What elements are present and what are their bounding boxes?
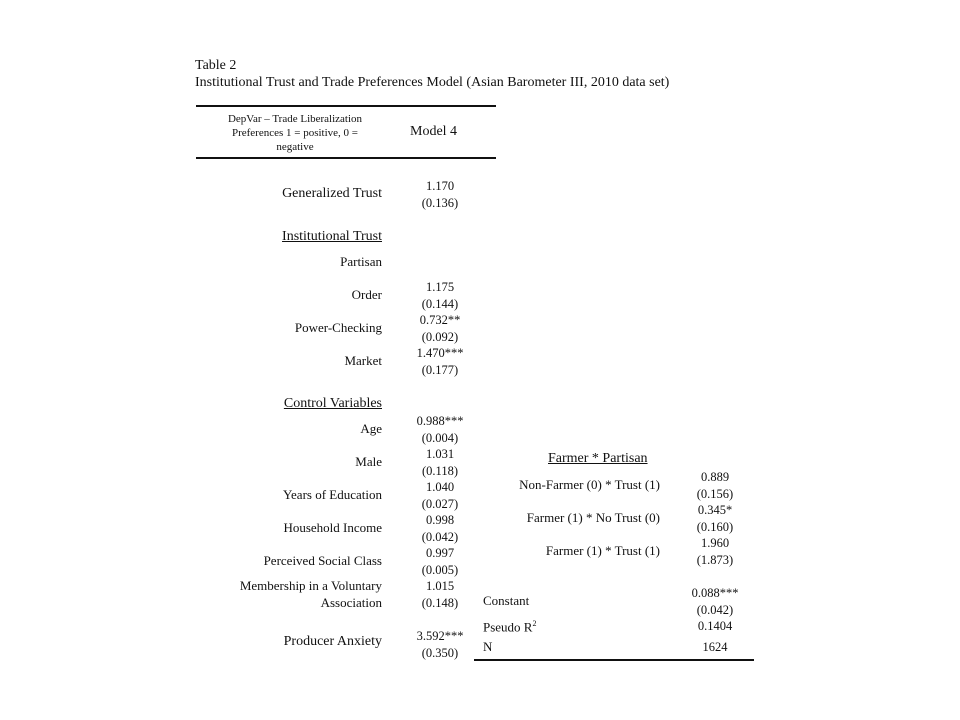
footer-bottom-rule — [474, 659, 754, 661]
se-age: (0.004) — [421, 431, 459, 445]
se-years-of-education: (0.027) — [421, 497, 459, 511]
coef-membership: 1.015 — [425, 579, 455, 593]
row-label-membership-line-1: Membership in a Voluntary — [239, 578, 382, 593]
section-heading-institutional-trust: Institutional Trust — [282, 229, 382, 244]
se-order: (0.144) — [421, 297, 459, 311]
pseudo-r2-superscript: 2 — [532, 619, 537, 628]
row-label-male: Male — [355, 454, 382, 469]
row-label-membership-line-2: Association — [320, 595, 382, 610]
se-nonfarmer-trust: (0.156) — [696, 487, 734, 501]
coef-power-checking: 0.732** — [419, 313, 461, 327]
coef-market: 1.470*** — [416, 346, 464, 360]
se-male: (0.118) — [422, 464, 458, 478]
se-farmer-trust: (1.873) — [696, 553, 734, 567]
row-label-farmer-notrust: Farmer (1) * No Trust (0) — [526, 510, 660, 525]
row-label-farmer-trust: Farmer (1) * Trust (1) — [545, 543, 660, 558]
table-caption-title: Institutional Trust and Trade Preferences Model (Asian Barometer III, 2010 data set) — [195, 75, 670, 90]
value-pseudo-r2: 0.1404 — [697, 619, 733, 633]
coef-years-of-education: 1.040 — [425, 480, 455, 494]
se-perceived-social-class: (0.005) — [421, 563, 459, 577]
row-label-pseudo-r2 — [483, 619, 536, 635]
se-power-checking: (0.092) — [421, 330, 459, 344]
header-bottom-rule — [196, 157, 496, 159]
row-label-partisan: Partisan — [340, 254, 382, 269]
se-market: (0.177) — [421, 363, 459, 377]
table-caption-number: Table 2 — [195, 58, 237, 73]
se-producer-anxiety: (0.350) — [421, 646, 459, 660]
se-constant: (0.042) — [696, 603, 734, 617]
row-label-market: Market — [344, 353, 382, 368]
coef-male: 1.031 — [425, 447, 455, 461]
row-label-producer-anxiety: Producer Anxiety — [283, 634, 382, 649]
row-label-nonfarmer-trust: Non-Farmer (0) * Trust (1) — [519, 477, 660, 492]
coef-age: 0.988*** — [416, 414, 464, 428]
coef-producer-anxiety: 3.592*** — [416, 629, 464, 643]
depvar-header — [200, 112, 390, 154]
depvar-line-2: Preferences 1 = positive, 0 = — [231, 127, 359, 139]
row-label-power-checking: Power-Checking — [294, 320, 382, 335]
coef-generalized-trust: 1.170 — [425, 179, 455, 193]
se-generalized-trust: (0.136) — [421, 196, 459, 210]
coef-household-income: 0.998 — [425, 513, 455, 527]
coef-farmer-trust: 1.960 — [700, 536, 730, 550]
coef-constant: 0.088*** — [691, 586, 739, 600]
model-header: Model 4 — [410, 124, 458, 139]
coef-nonfarmer-trust: 0.889 — [700, 470, 730, 484]
row-label-age: Age — [360, 421, 382, 436]
row-label-years-of-education: Years of Education — [282, 487, 382, 502]
row-label-n: N — [483, 639, 493, 654]
coef-order: 1.175 — [425, 280, 455, 294]
se-farmer-notrust: (0.160) — [696, 520, 734, 534]
se-household-income: (0.042) — [421, 530, 459, 544]
section-heading-control-variables: Control Variables — [283, 396, 382, 411]
value-n: 1624 — [702, 640, 728, 654]
depvar-line-3: negative — [276, 141, 314, 153]
pseudo-r2-text: Pseudo R — [483, 619, 533, 635]
row-label-household-income: Household Income — [283, 520, 382, 535]
row-label-order: Order — [351, 287, 382, 302]
coef-perceived-social-class: 0.997 — [425, 546, 455, 560]
se-membership: (0.148) — [421, 596, 459, 610]
coef-farmer-notrust: 0.345* — [697, 503, 733, 517]
row-label-perceived-social-class: Perceived Social Class — [263, 553, 382, 568]
header-top-rule — [196, 105, 496, 107]
depvar-line-1: DepVar – Trade Liberalization — [227, 113, 363, 125]
row-label-generalized-trust: Generalized Trust — [282, 186, 382, 201]
section-heading-farmer-partisan: Farmer * Partisan — [548, 451, 648, 466]
row-label-constant: Constant — [483, 593, 530, 608]
